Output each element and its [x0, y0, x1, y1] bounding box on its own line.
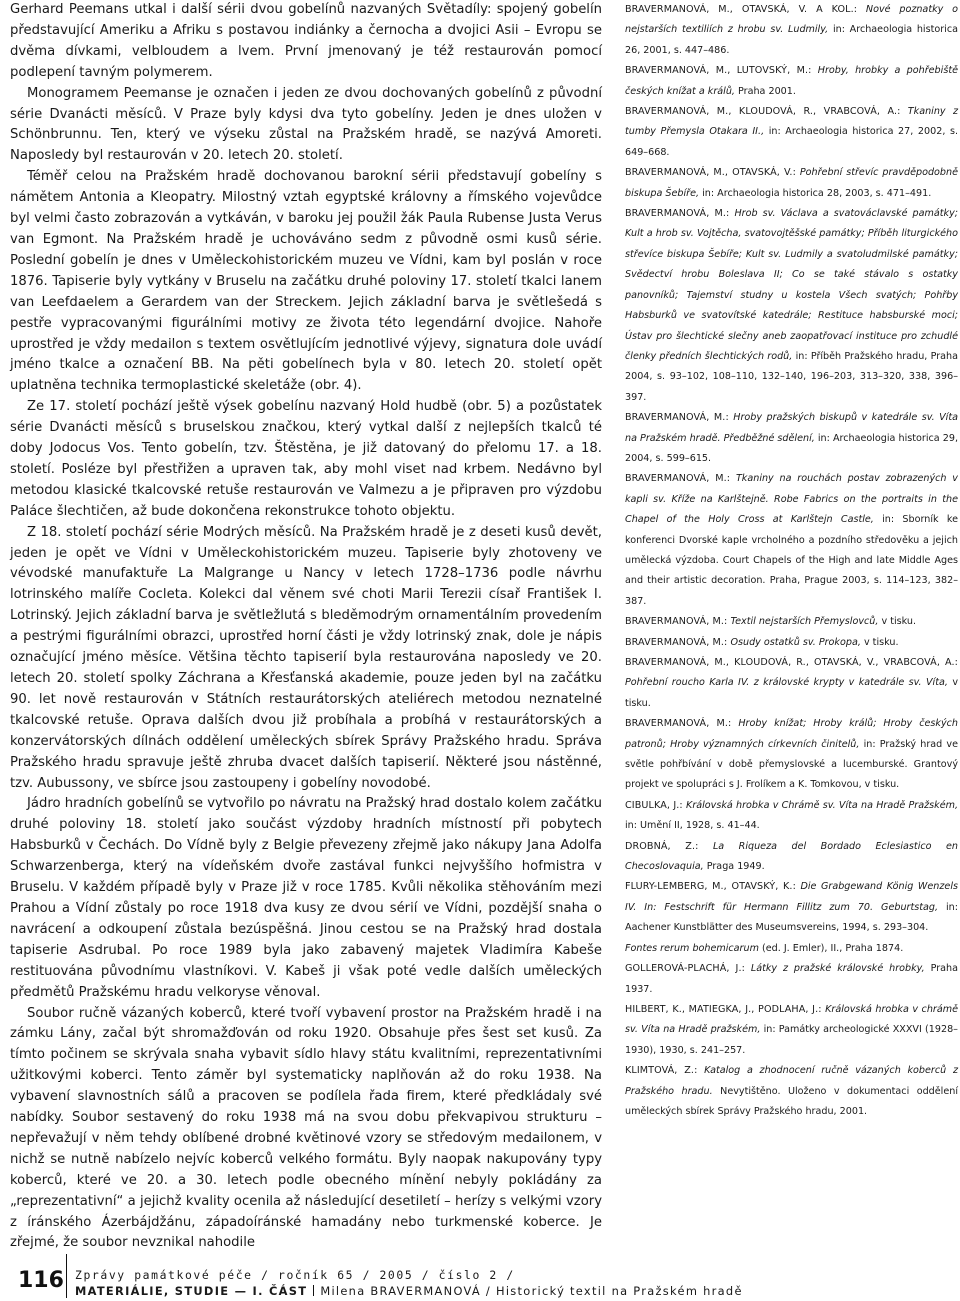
reference-source: in: Památky archeologické XXXVI (1928–1930), 1930, s. 241–257.	[625, 1024, 958, 1056]
reference-title: Nové poznatky o nejstarších textiliích z hrobu sv. Ludmily,	[625, 4, 958, 36]
journal-info: Zprávy památkové péče / ročník 65 / 2005 / číslo 2 /	[75, 1268, 515, 1282]
reference-author: GOLLEROVÁ-PLACHÁ, J.:	[625, 963, 745, 975]
article-body	[10, 0, 602, 1254]
reference-title: Hrob sv. Václava a svatováclavské památky; Kult a hrob sv. Vojtěcha, svatovojtěšské památky; Příběh liturgického střevíce biskupa Šebíře; Kult sv. Ludmily a svatoludmilské památky; Svědectví hrobu Boleslava II; Co se také stávalo s ostatky panovníků; Tajemství studny u kostela Všech svatých; Pohřby Habsburků ve svatovítské katedrále; Restituce habsburské moci; Ústav pro šlechtické slečny aneb zaopatřovací instituce pro zchudlé členky předních šlechtických rodů,	[625, 208, 958, 362]
reference-title: Látky z pražské královské hrobky,	[750, 963, 925, 975]
reference-author: BRAVERMANOVÁ, M., LUTOVSKÝ, M.:	[625, 65, 812, 77]
reference-title: Textil nejstarších Přemyslovců,	[730, 616, 879, 628]
reference-entry	[625, 837, 958, 878]
reference-title: Pohřební roucho Karla IV. z královské krypty v katedrále sv. Víta,	[625, 677, 948, 689]
reference-source: (ed. J. Emler), II., Praha 1874.	[762, 942, 904, 954]
reference-entry	[625, 469, 958, 612]
reference-title: Hroby pražských biskupů v katedrále sv. Víta na Pražském hradě. Předběžné sdělení,	[625, 412, 958, 444]
paragraph: Monogramem Peemanse je označen i jeden ze dvou dochovaných gobelínů z původní série Dvanácti měsíců. V Praze byly kdysi dva tyto gobelíny. Jeden je dnes uložen v Schönbrunnu. Ten, který ve výseku zůstal na Pražském hradě, se nazývá Amoreti. Naposledy byl restaurován v 20. letech 20. století.	[10, 85, 602, 164]
reference-title: Pohřební střevíc pravděpodobně biskupa Šebíře,	[625, 167, 958, 199]
reference-source: in: Umění II, 1928, s. 41–44.	[625, 820, 760, 832]
reference-source: in: Sborník ke konferenci Dvorské kaple vrcholného a pozdního středověku a jejich umělecká výzdoba. Court Chapels of the High and late Middle Ages and their artistic decoration. Praha, Prague 2003, s. 114–123, 382–387.	[625, 514, 958, 607]
paragraph: Gerhard Peemans utkal i další sérii dvou gobelínů nazvaných Světadíly: spojený gobelín představující Ameriku a Afriku s postavou indiánky a černocha a dvojici Asii – Evropu se dvěma dívkami, velbloudem a lvem. První jmenovaný je též restaurován pomocí podlepení tavným polymerem.	[10, 2, 602, 80]
reference-title: Katalog a zhodnocení ručně vázaných koberců z Pražského hradu.	[625, 1065, 958, 1097]
paragraph: Z 18. století pochází série Modrých měsíců. Na Pražském hradě je z deseti kusů devět, jeden je opět ve Vídni v Uměleckohistorickém muzeu. Tapiserie byly zhotoveny ve vévodské manufaktuře La Malgrange u Nancy v letech 1728–1736 podle návrhu lotrinského malíře Cocleta. Kolekci dal věnem své choti Marii Terezii císař František I. Lotrinský. Jejich základní barva je světležlutá s bleděmodrým ornamentálním provedením a pestrými figurálními obrazci, uprostřed horní části je vždy lotrinský znak, dole je nápis označující jméno měsíce. Většina těchto tapiserií byla restaurována naposledy ve 20. letech 20. století spolky Záchrana a Křesťanská akademie, pouze jeden byl na začátku 90. let nově restaurován v Státních restaurátorských ateliérech metodou neznatelné tkalcovské retuše. Oprava dalších dvou již probíhala a probíhá v restaurátorských a konzervátorských dílnách oddělení uměleckých sbírek Správy Pražského hradu. Správa Pražského hradu spravuje ještě zhruba dvacet dalších tapiserií. Některé jsou nástěnné, tzv. Aubussony, ve sbírce jsou zastoupeny i gobelíny novodobé.	[10, 524, 602, 791]
reference-entry	[625, 714, 958, 796]
reference-entry	[625, 408, 958, 469]
paragraph: Ze 17. století pochází ještě výsek gobelínu nazvaný Hold hudbě (obr. 5) a pozůstatek série Dvanácti měsíců s bruselskou značkou, který vytkal další z nejlepších tkalců té doby Jodocus Vos. Tento gobelín, tzv. Štěstěna, je již datovaný do přelomu 17. a 18. století. Posléze byl přestřižen a upraven tak, aby mohl viset nad krbem. Nedávno byl metodou klasické tkalcovské retuše restaurován ve Valmezu a je připraven pro výzdobu Paláce šlechtičen, až bude dokončena rekonstrukce tohoto objektu.	[10, 399, 602, 519]
reference-author: HILBERT, K., MATIEGKA, J., PODLAHA, J.:	[625, 1003, 822, 1015]
reference-title: Královská hrobka v chrámě sv. Víta na Hradě pražském,	[625, 1003, 958, 1036]
reference-source: Nevytištěno. Uloženo v dokumentaci oddělení uměleckých sbírek Správy Pražského hradu, 2001.	[625, 1085, 958, 1117]
reference-entry	[625, 796, 958, 837]
reference-title: La Riqueza del Bordado Eclesiastico en Checoslovaquia,	[625, 840, 958, 873]
reference-entry	[625, 204, 958, 408]
reference-source: Praha 2001.	[738, 85, 796, 97]
reference-source: in: Aachener Kunstblätter des Museumsvereins, 1994, s. 293–304.	[625, 901, 958, 934]
byline: Milena BRAVERMANOVÁ / Historický textil na Pražském hradě	[320, 1284, 743, 1298]
reference-title: Hroby knížat; Hroby králů; Hroby českých patronů; Hroby významných církevních činitelů,	[625, 718, 958, 750]
reference-author: BRAVERMANOVÁ, M., OTAVSKÁ, V.:	[625, 167, 796, 179]
reference-title: Tkaniny z tumby Přemysla Otakara II.,	[625, 106, 958, 138]
reference-entry	[625, 102, 958, 163]
reference-source: in: Příběh Pražského hradu, Praha 2004, s. 93–102, 108–110, 132–140, 196–203, 313–320, 338, 396–397.	[625, 350, 958, 403]
reference-author: DROBNÁ, Z.:	[625, 840, 699, 852]
reference-title: Královská hrobka v Chrámě sv. Víta na Hradě Pražském,	[686, 799, 958, 811]
paragraph: Téměř celou na Pražském hradě dochovanou barokní sérii představují gobelíny s námětem Antonia a Kleopatry. Milostný vztah egyptské královny a římského vojevůdce byl velmi často zobrazován a vytkáván, v baroku jej použil žák Paula Rubense Justa Verus van Egmont. Na Pražském hradě je uchováváno sedm z původně osmi kusů série. Poslední gobelín je dnes v Uměleckohistorickém muzeu ve Vídni, kam byl poslán v roce 1876. Tapiserie byly vytkány v Bruselu na začátku druhé poloviny 17. století tkalci lanem van Leefdaelem a Gerardem van der Streckem. Jejich základní barva je světlešedá s pestře vypracovanými figurálními motivy ze života této legendární dvojice. Nahoře uprostřed je vždy medailon s textem osvětlujícím jednotlivé výjevy, signatura dole uvádí jméno tkalce a označení BB. Na pěti gobelínech byla v 80. letech 20. století opět uplatněna technika termoplastické skeletáže (obr. 4).	[10, 169, 602, 394]
reference-source: in: Archaeologia historica 27, 2002, s. 649–668.	[625, 126, 958, 158]
reference-author: KLIMTOVÁ, Z.:	[625, 1065, 698, 1077]
page-footer	[0, 1240, 960, 1301]
reference-author: BRAVERMANOVÁ, M.:	[625, 208, 730, 220]
reference-source: in: Archaeologia historica 29, 2004, s. 599–615.	[625, 432, 958, 464]
reference-title: Osudy ostatků sv. Prokopa,	[730, 636, 861, 648]
reference-title: Tkaniny na rouchách postav zobrazených v kapli sv. Kříže na Karlštejně. Robe Fabrics on the portraits in the Chapel of the Holy Cross at Karlštejn Castle,	[625, 473, 958, 526]
footer-divider	[66, 1254, 67, 1298]
reference-entry	[625, 163, 958, 204]
reference-author: BRAVERMANOVÁ, M., KLOUDOVÁ, R., OTAVSKÁ, V., VRABCOVÁ, A.:	[625, 657, 958, 668]
reference-author: BRAVERMANOVÁ, M.:	[625, 473, 731, 485]
reference-author: BRAVERMANOVÁ, M.:	[625, 412, 729, 424]
reference-source: Praha 1937.	[625, 963, 958, 995]
section-label: MATERIÁLIE, STUDIE — I. ČÁST	[75, 1284, 308, 1298]
reference-source: v tisku.	[863, 636, 899, 648]
reference-author: BRAVERMANOVÁ, M., OTAVSKÁ, V. A KOL.:	[625, 4, 858, 15]
reference-author: BRAVERMANOVÁ, M.:	[625, 636, 728, 648]
reference-title: Die Grabgewand König Wenzels IV. In: Festschrift für Hermann Fillitz zum 70. Geburtstag,	[625, 881, 958, 913]
reference-entry	[625, 877, 958, 938]
reference-title: Fontes rerum bohemicarum	[625, 942, 759, 954]
reference-entry	[625, 633, 958, 653]
reference-entry	[625, 1061, 958, 1122]
reference-author: CIBULKA, J.:	[625, 799, 683, 811]
page-number: 116	[18, 1268, 64, 1293]
reference-entry	[625, 612, 958, 632]
reference-title: Hroby, hrobky a pohřebiště českých knížat a králů,	[625, 65, 958, 97]
reference-entry	[625, 1000, 958, 1061]
paragraph: Soubor ručně vázaných koberců, které tvoří vybavení prostor na Pražském hradě i na zámku Lány, začal být shromažďován od roku 1920. Obsahuje přes šest set kusů. Za tímto počinem se skrývala snaha vybavit sídlo hlavy státu kvalitními, reprezentativními užitkovými koberci. Tento záměr byl systematicky naplňován až do roku 1938. Na vybavení slavnostních sálů a pracoven se podílela řada firem, které předkládaly své nabídky. Soubor sestavený do roku 1938 má na svou dobu překvapivou strukturu – nepřevažují v něm tehdy oblíbené drobné květinové vzory se středovým medailonem, v nichž se nutně nabízelo nejvíc koberců velkého formátu. Byly naopak nakupovány typy koberců, které ve 20. a 30. letech podle obecného mínění nebyly pokládány za „reprezentativní“ a jejichž kvality ocenila až následující desetiletí – herízy s velkými vzory z íránského Ázerbájdžánu, západoíránské hamadány nebo turkmenské koberce. Je zřejmé, že soubor nevznikal nahodile	[10, 1005, 602, 1251]
reference-author: FLURY-LEMBERG, M., OTAVSKÝ, K.:	[625, 881, 796, 893]
reference-source: Praga 1949.	[706, 861, 765, 873]
reference-author: BRAVERMANOVÁ, M.:	[625, 718, 732, 730]
reference-author: BRAVERMANOVÁ, M.:	[625, 616, 728, 628]
reference-entry	[625, 61, 958, 102]
footer-separator	[313, 1285, 314, 1296]
bibliography	[625, 0, 958, 1122]
reference-entry	[625, 653, 958, 714]
reference-entry	[625, 939, 958, 959]
reference-entry	[625, 959, 958, 1000]
reference-source: in: Archaeologia historica 28, 2003, s. 471–491.	[702, 187, 932, 199]
reference-source: v tisku.	[625, 677, 958, 709]
reference-author: BRAVERMANOVÁ, M., KLOUDOVÁ, R., VRABCOVÁ, A.:	[625, 106, 901, 118]
reference-source: in: Pražský hrad ve světle pohřbívání v době přemyslovské a lucemburské. Grantový projekt ve spolupráci s J. Frolíkem a K. Tomkovou, v tisku.	[625, 738, 958, 791]
reference-source: v tisku.	[881, 616, 917, 628]
reference-entry	[625, 0, 958, 61]
article-info	[75, 1284, 743, 1298]
paragraph: Jádro hradních gobelínů se vytvořilo po návratu na Pražský hrad dostalo kolem začátku druhé poloviny 18. století jako součást výzdoby hradních místností při pobytech Habsburků v Čechách. Do Vídně byly z Belgie převezeny zřejmě jako nákupy Jana Adolfa Schwarzenberga, který na vídeňském dvoře zastával funkci nejvyššího hofmistra v Bruselu. V každém případě byly v Praze již v roce 1785. Kvůli několika stěhováním mezi Prahou a Vídní zůstaly po roce 1918 dva kusy ze dvou sérií ve Vídni, pozdější snaha o navrácení a odkoupení zůstala bezúspěšná. Jinou cestou se na Pražský hrad dostala tapiserie Asdrubal. Po roce 1989 byla jako zabavený majetek Vladimíra Kabeše restituována původnímu vlastníkovi. V. Kabeš ji však poté vedle dalších uměleckých předmětů Pražskému hradu velkoryse věnoval.	[10, 796, 602, 1000]
reference-source: in: Archaeologia historica 26, 2001, s. 447–486.	[625, 24, 958, 56]
